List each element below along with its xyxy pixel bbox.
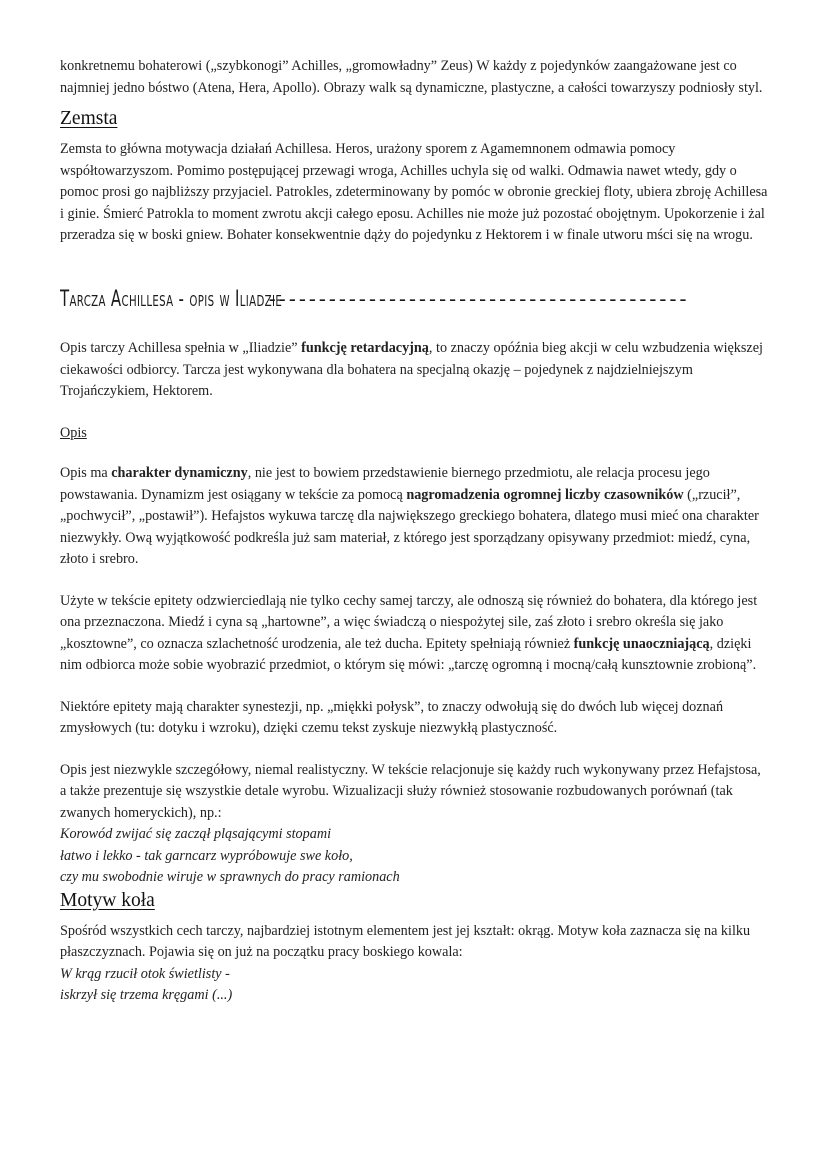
section-heading bbox=[60, 289, 770, 311]
quote-line: czy mu swobodnie wiruje w sprawnych do pracy ramionach bbox=[60, 869, 400, 885]
bold-term: funkcję retardacyjną bbox=[301, 340, 429, 356]
bold-term: funkcję unaoczniającą bbox=[573, 635, 710, 652]
quote-line: Korowód zwijać się zaczął pląsającymi stopami bbox=[60, 826, 332, 842]
bold-term: nagromadzenia ogromnej liczby czasowników bbox=[406, 486, 684, 503]
quote-line: łatwo i lekko - tak garncarz wypróbowuje swe koło, bbox=[60, 847, 353, 864]
intro-paragraph: konkretnemu bohaterowi („szybkonogi” Achilles, „gromowładny” Zeus) W każdy z pojedynków zaangażowane jest co najmniej jedno bóstwo (Atena, Hera, Apollo). Obrazy walk są dynamiczne, plastyczne, a całości towarzyszy podniosły styl. bbox=[60, 58, 763, 96]
motyw-kola-heading: Motyw koła bbox=[60, 889, 155, 911]
text-run: Opis ma bbox=[60, 465, 112, 481]
retardation-paragraph bbox=[60, 338, 770, 403]
opis-label: Opis bbox=[60, 424, 87, 441]
zemsta-paragraph: Zemsta to główna motywacja działań Achillesa. Heros, urażony sporem z Agamemnonem odmawia pomocy współtowarzyszom. Pomimo postępującej przewagi wroga, Achilles uchyla się od walki. Odmawia nawet wtedy, gdy o pomoc prosi go najbliższy przyjaciel. Patrokles, zdeterminowany by pomóc w obronie greckiej floty, ubiera zbroję Achillesa i ginie. Śmierć Patrokla to moment zwrotu akcji całego eposu. Achilles nie może już pozostać obojętnym. Upokorzenie i żal przeradza się w boski gniew. Bohater konsekwentnie dąży do pojedynku z Hektorem i w finale utworu mści się na wrogu. bbox=[60, 141, 768, 243]
text-run: Opis tarczy Achillesa spełnia w „Iliadzie” bbox=[60, 340, 302, 356]
motyw-kola-paragraph: Spośród wszystkich cech tarczy, najbardziej istotnym elementem jest jej kształt: okrąg. Motyw koła zaznacza się na kilku płaszczyznach. Pojawia się on już na początku pracy boskiego kowala: bbox=[60, 922, 751, 960]
section-title: Tarcza Achillesa - opis w Iliadzie bbox=[60, 288, 283, 310]
epithets-paragraph bbox=[60, 591, 770, 677]
quote-line: W krąg rzucił otok świetlisty - bbox=[60, 965, 230, 982]
text-run: , dzięki nim odbiorca może sobie wyobrazić przedmiot, o którym się mówi: „tarczę ogromną i mocną/całą kunsztownie zrobioną”. bbox=[60, 635, 757, 673]
bold-term: charakter dynamiczny bbox=[111, 465, 248, 481]
text-run: („rzucił”, „pochwycił”, „postawił”). Hefajstos wykuwa tarczę dla największego greckiego bohatera, dlatego musi mieć ona charakter niezwykły. Ową wyjątkowość podkreśla już sam materiał, z którego jest sporządzany opisywany przedmiot: miedź, cyna, złoto i srebro. bbox=[60, 486, 759, 567]
text-run: , nie jest to bowiem przedstawienie biernego przedmiotu, ale relacja procesu jego powstawania. Dynamizm jest osiągany w tekście za pomocą bbox=[60, 465, 710, 503]
text-run: , to znaczy opóźnia bieg akcji w celu wzbudzenia większej ciekawości odbiorcy. Tarcza jest wykonywana dla bohatera na specjalną okazję – pojedynek z najdzielniejszym Trojańczykiem, Hektorem. bbox=[60, 340, 763, 399]
quote-line: iskrzył się trzema kręgami (...) bbox=[60, 987, 233, 1003]
text-run: Użyte w tekście epitety odzwierciedlają nie tylko cechy samej tarczy, ale odnoszą się również do bohatera, dla którego jest ona przeznaczona. Miedź i cyna są „hartowne”, a więc świadczą o niespożytej sile, zaś złoto i srebro określa się jako „kosztowne”, co oznacza szlachetność urodzenia, ale też ducha. Epitety spełniają również bbox=[60, 592, 758, 652]
section-title-rule: ------------------------------------------ bbox=[268, 288, 690, 310]
synesthesia-paragraph: Niektóre epitety mają charakter synestezji, np. „miękki połysk”, to znaczy odwołują się do dwóch lub więcej doznań zmysłowych (tu: dotyku i wzroku), dzięki czemu tekst zyskuje niezwykłą plastyczność. bbox=[60, 698, 724, 736]
dynamic-character-paragraph bbox=[60, 463, 770, 571]
realism-paragraph: Opis jest niezwykle szczegółowy, niemal realistyczny. W tekście relacjonuje się każdy ruch wykonywany przez Hefajstosa, a także prezentuje się wszystkie detale wyrobu. Wizualizacji służy również stosowanie rozbudowanych porównań (tak zwanych homeryckich), np.: bbox=[60, 761, 761, 821]
zemsta-heading: Zemsta bbox=[60, 108, 118, 129]
